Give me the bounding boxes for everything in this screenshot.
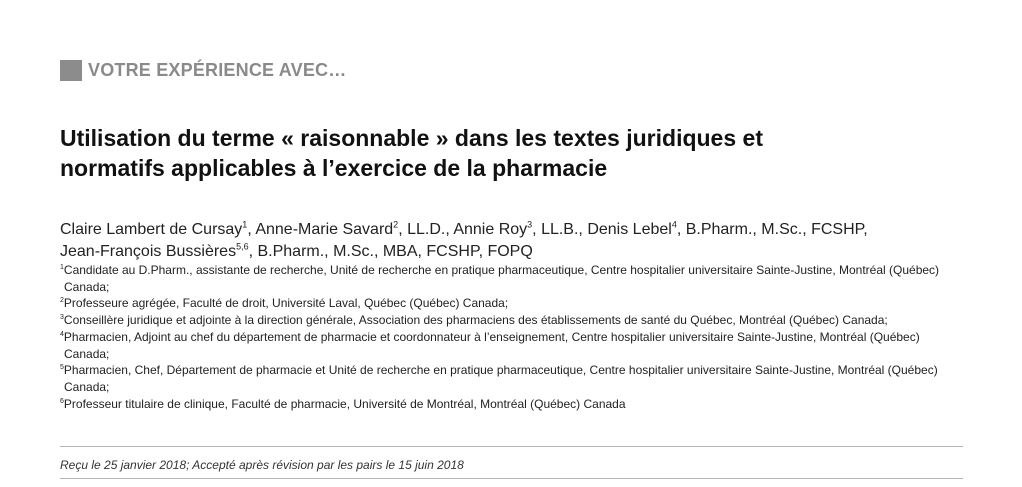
affiliation-number: 1 [60,264,64,271]
section-square-marker [60,60,82,81]
author [587,221,867,238]
affiliation-text: Professeure agrégée, Faculté de droit, Université Laval, Québec (Québec) Canada; [63,296,509,311]
author-name: Claire Lambert de Cursay [60,221,243,238]
author-affiliation-ref: 2 [393,219,399,230]
author [60,243,533,260]
affiliation-text: Professeur titulaire de clinique, Faculté de pharmacie, Université de Montréal, Montréal (Québec) Canada [63,396,626,411]
author-list [60,219,963,263]
author-credentials: , B.Pharm., M.Sc., FCSHP, [676,221,868,238]
author-name: Denis Lebel [587,221,672,238]
article-title-line-2: normatifs applicables à l’exercice de la pharmacie [60,155,608,181]
affiliation-item [60,329,963,362]
affiliation-item [60,396,963,413]
author-credentials: , LL.B., [532,221,588,238]
author-affiliation-ref: 5,6 [236,241,249,252]
author-credentials: , LL.D., [398,221,454,238]
affiliation-item [60,312,963,329]
author [255,221,453,238]
affiliation-number: 4 [60,330,64,338]
affiliation-number: 3 [60,314,64,322]
affiliation-text: Pharmacien, Adjoint au chef du département de pharmacie et coordonnateur à l’enseignement, Centre hospitalier universitaire Sainte-Justine, Montréal (Québec) Canada; [63,329,920,361]
affiliation-number: 2 [60,297,64,305]
affiliation-text: Candidate au D.Pharm., assistante de recherche, Unité de recherche en pratique pharmaceutique, Centre hospitalier universitaire Sainte-Justine, Montréal (Québec) Canada; [63,263,940,294]
author-credentials: , B.Pharm., M.Sc., MBA, FCSHP, FOPQ [248,243,533,260]
author-affiliation-ref: 3 [527,219,533,230]
affiliation-number: 6 [60,397,64,405]
received-date-note: Reçu le 25 janvier 2018; Accepté après révision par les pairs le 15 juin 2018 [60,458,464,472]
affiliation-item [60,262,963,295]
affiliation-number: 5 [60,364,64,372]
section-header [60,60,346,81]
author-credentials: , [247,221,256,238]
author-name: Annie Roy [453,221,528,238]
affiliation-text: Pharmacien, Chef, Département de pharmacie et Unité de recherche en pratique pharmaceutique, Centre hospitalier universitaire Sainte-Justine, Montréal (Québec) Canada; [63,363,938,394]
author-affiliation-ref: 4 [671,219,677,230]
article-title-line-1: Utilisation du terme « raisonnable » dans les textes juridiques et [60,125,763,151]
author-name: Jean-François Bussières [60,243,237,260]
divider-bottom [60,478,963,479]
divider-top [60,446,963,447]
author [453,221,587,238]
author [60,221,255,238]
affiliation-list [60,262,963,412]
author-name: Anne-Marie Savard [255,221,394,238]
affiliation-item [60,362,963,395]
article-title [60,123,963,183]
author-affiliation-ref: 1 [242,219,248,230]
affiliation-text: Conseillère juridique et adjointe à la direction générale, Association des pharmaciens des établissements de santé du Québec, Montréal (Québec) Canada; [63,313,888,328]
section-label: VOTRE EXPÉRIENCE AVEC… [88,60,347,80]
affiliation-item [60,295,963,312]
